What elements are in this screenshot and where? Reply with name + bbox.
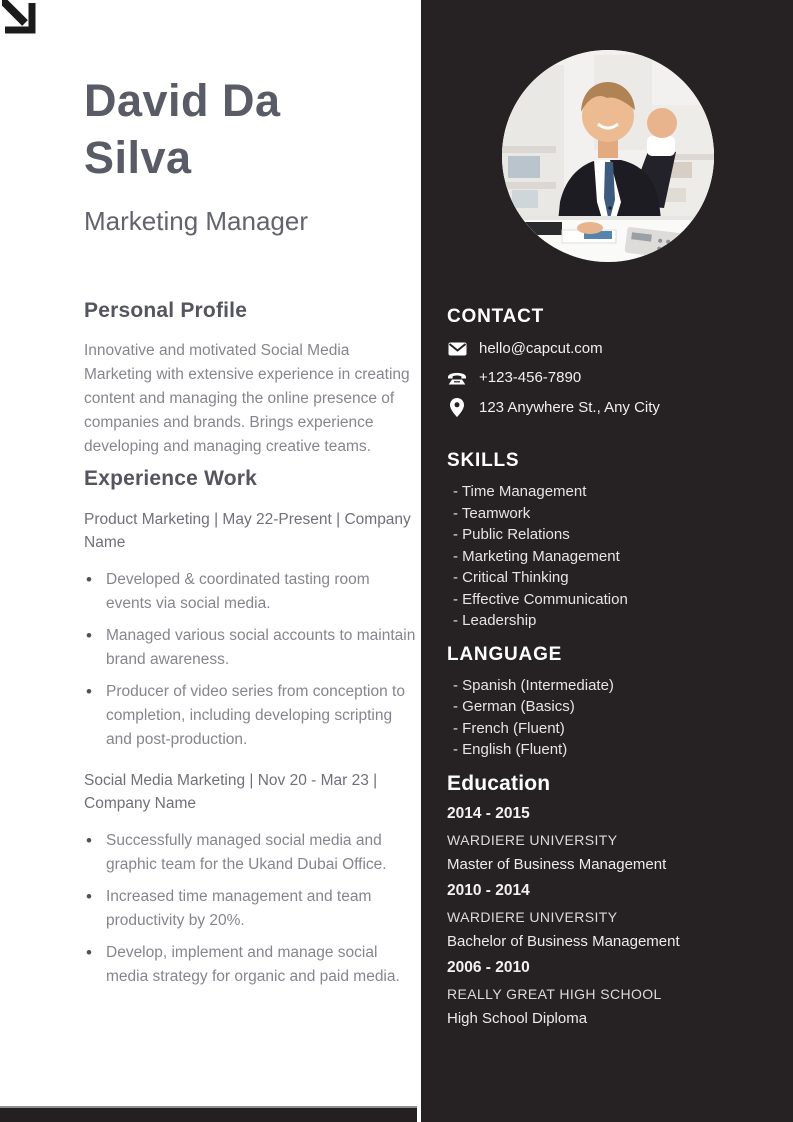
profile-text: Innovative and motivated Social Media Marketing with extensive experience in creating content and managing the online presence of companies and brands. Brings experience developing and managing creative teams.: [84, 342, 410, 455]
experience-section-heading: Experience Work: [84, 467, 258, 490]
contact-row: [447, 340, 775, 357]
education-school: WARDIERE UNIVERSITY: [447, 908, 618, 925]
language-item: - Spanish (Intermediate): [453, 675, 775, 697]
contact-address: 123 Anywhere St., Any City: [479, 399, 660, 416]
phone-icon: [447, 370, 467, 385]
contact-section-heading: CONTACT: [447, 306, 545, 327]
profile-photo: [502, 50, 714, 262]
contact-row: [447, 369, 775, 386]
skill-item: - Time Management: [453, 481, 775, 503]
education-school: WARDIERE UNIVERSITY: [447, 831, 618, 848]
education-years: 2006 - 2010: [447, 958, 530, 976]
language-section-heading: LANGUAGE: [447, 643, 563, 665]
job-bullet: • Managed various social accounts to maintain brand awareness.: [106, 624, 418, 672]
job-bullet: • Develop, implement and manage social media strategy for organic and paid media.: [106, 941, 418, 989]
contact-row: [447, 398, 775, 417]
education-degree: Master of Business Management: [447, 855, 667, 873]
contact-email: hello@capcut.com: [479, 340, 603, 357]
skill-item: - Critical Thinking: [453, 567, 775, 589]
language-item: - English (Fluent): [453, 739, 775, 761]
job-bullet-list: [84, 568, 416, 752]
education-degree: Bachelor of Business Management: [447, 932, 680, 950]
education-years: 2010 - 2014: [447, 881, 530, 899]
person-role: Marketing Manager: [84, 206, 308, 236]
skill-item: - Effective Communication: [453, 589, 775, 611]
education-entry: [447, 805, 775, 873]
language-list: [453, 675, 775, 761]
contact-phone: +123-456-7890: [479, 369, 582, 386]
email-icon: [447, 342, 467, 356]
education-years: 2014 - 2015: [447, 804, 530, 822]
bottom-divider-bar: [0, 1106, 417, 1122]
skills-section-heading: SKILLS: [447, 450, 520, 471]
job-entry: [84, 769, 409, 989]
job-bullet: • Producer of video series from conception to completion, including developing scripting and post-production.: [106, 680, 418, 752]
job-bullet: • Successfully managed social media and graphic team for the Ukand Dubai Office.: [106, 829, 418, 877]
language-item: - French (Fluent): [453, 718, 775, 740]
job-bullet: • Developed & coordinated tasting room events via social media.: [106, 568, 418, 616]
education-entry: [447, 882, 775, 950]
education-entry: [447, 959, 775, 1027]
job-entry: [84, 508, 416, 752]
sidebar: [421, 0, 793, 1122]
skill-item: - Public Relations: [453, 524, 775, 546]
education-section-heading: Education: [447, 771, 551, 795]
education-school: REALLY GREAT HIGH SCHOOL: [447, 985, 662, 1002]
job-title: Social Media Marketing | Nov 20 - Mar 23 | Company Name: [84, 772, 378, 812]
job-bullet: • Increased time management and team productivity by 20%.: [106, 885, 418, 933]
job-bullet-list: [84, 829, 409, 989]
person-name: David Da Silva: [84, 75, 281, 183]
language-item: - German (Basics): [453, 696, 775, 718]
education-degree: High School Diploma: [447, 1009, 588, 1027]
location-icon: [447, 398, 467, 417]
job-title: Product Marketing | May 22-Present | Company Name: [84, 511, 411, 551]
skill-item: - Marketing Management: [453, 546, 775, 568]
skill-item: - Teamwork: [453, 503, 775, 525]
skills-list: [453, 481, 775, 632]
profile-section-heading: Personal Profile: [84, 299, 248, 322]
skill-item: - Leadership: [453, 610, 775, 632]
